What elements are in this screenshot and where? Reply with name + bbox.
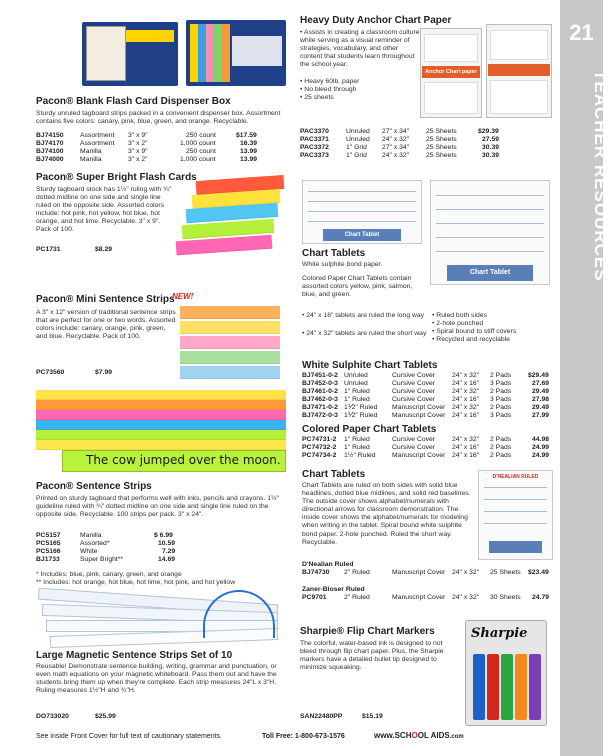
list-item: • Ruled both sides (432, 312, 487, 319)
sharpie-desc: The colorful, water-based ink is designed to not bleed through flip chart paper. Plus, the Sharpie markers have a detailed bullet tip designed to minimize squeaking. (300, 640, 444, 672)
footer-phone: Toll Free: 1-800-673-1576 (262, 733, 345, 740)
page-number: 21 (569, 20, 594, 45)
mini-strips-desc: A 3" x 12" version of traditional sentence strips that are perfect for one or two words. Assorted colors include: canary, orange, pink, green, and blue. Recyclable. Pack of 100. (36, 309, 176, 341)
new-badge: NEW! (172, 292, 194, 301)
bright-cards-desc: Sturdy tagboard stock has 1½" ruling with ¾" dotted midline on one side and single line ruled on the opposite side. Assorted colors include: hot pink, hot yellow, hot blue, hot orange, and hot lime. Recyclable. 3" x 9". Pack of 100. (36, 186, 172, 234)
dnealian-desc: Chart Tablets are ruled on both sides with solid blue headlines, dotted blue midlines, and solid red baselines. The outside cover shows alphabet/numerals with directional arrows for classroom demonstration. The inside cover shows the alphabet/numerals for modeling when writing in the tablet. Spiral bound white sulphite bond paper. 2-hole punched. Ruled the short way. Recyclable. (302, 482, 471, 546)
bright-cards-title: Pacon® Super Bright Flash Cards (36, 172, 197, 183)
sentence-strips-image (36, 390, 286, 472)
flash-dispenser-desc: Sturdy unruled tagboard strips packed in a convenient dispenser box. Assortment contains five colors: canary, pink, blue, green, and orange. Recyclable. (36, 110, 281, 126)
list-item: • 25 sheets (300, 94, 334, 101)
section-tab-label: TEACHER RESOURCES (591, 70, 610, 282)
footer-website[interactable]: www.SCHOOL AIDS.com (374, 731, 464, 740)
mini-strips-price: $7.99 (95, 369, 113, 376)
list-item: • 24" x 32" tablets are ruled the short way (302, 330, 427, 337)
chart-tablets-line2: Colored Paper Chart Tablets contain assorted colors yellow, pink, salmon, blue, and green. (302, 275, 413, 299)
bright-cards-sku: PC1731 (36, 246, 61, 253)
zaner-bloser-label: Zaner-Bloser Ruled (302, 586, 365, 593)
sharpie-title: Sharpie® Flip Chart Markers (300, 626, 435, 637)
list-item: • Recycled and recyclable (432, 336, 510, 343)
chart-tablets-title: Chart Tablets (302, 248, 366, 259)
magnetic-strips-image (38, 590, 283, 645)
dnealian-pad-header: D'NEALIAN RULED (492, 474, 539, 480)
sharpie-sku: SAN22480PP (300, 713, 343, 720)
magnetic-sku: DO733020 (36, 713, 69, 720)
list-item: • No bleed through (300, 86, 357, 93)
sentence-strips-title: Pacon® Sentence Strips (36, 481, 152, 492)
strip-sample-text: The cow jumped over the moon. (86, 453, 281, 467)
mini-strips-image (180, 306, 285, 384)
footer-note: See inside Front Cover for full text of cautionary statements. (36, 733, 222, 740)
sentence-strips-desc: Printed on sturdy tagboard that performs well with inks, pencils and crayons. 1½" guideline ruled with ¾" dotted midline on one side and single line ruled on the opposite side. Recyclable. 100 strips per pack. 3" x 24". (36, 495, 280, 519)
bright-cards-price: $8.29 (95, 246, 113, 253)
magnetic-desc: Reusable! Demonstrate sentence building, writing, grammar and punctuation, or even math equations on your magnetic whiteboard. Pass them out and have the students bring them up when they're complete. Each strip measures 24"L x 3"H. Ruling measures 1½"H and ¾"H. (36, 663, 277, 695)
dnealian-title: Chart Tablets (302, 469, 366, 480)
magnetic-title: Large Magnetic Sentence Strips Set of 10 (36, 650, 233, 661)
flash-dispenser-title: Pacon® Blank Flash Card Dispenser Box (36, 96, 231, 107)
colored-paper-title: Colored Paper Chart Tablets (302, 424, 437, 435)
chart-tablets-line1: White sulphite bond paper. (302, 261, 383, 268)
mini-strips-sku: PC73560 (36, 369, 65, 376)
dnealian-tablet-image (478, 470, 553, 560)
sentence-strips-note-1: * Includes: blue, pink, canary, green, and orange (36, 571, 182, 578)
sharpie-marker-image (465, 620, 547, 726)
chart-tablet-pad-label-large: Chart Tablet (447, 265, 533, 281)
chart-tablet-image (302, 180, 550, 285)
sentence-strips-note-2: ** Includes: hot orange, hot blue, hot lime, hot pink, and hot yellow (36, 579, 236, 586)
dnealian-label: D'Nealian Ruled (302, 561, 354, 568)
list-item: • Assists in creating a classroom culture while serving as a visual reminder of strategies, vocabulary, and other content that students learn throughout the school year. (300, 29, 420, 69)
magnetic-price: $25.99 (95, 713, 116, 720)
anchor-product-label: Anchor Chart paper (422, 66, 480, 78)
white-sulphite-title: White Sulphite Chart Tablets (302, 360, 438, 371)
list-item: • Heavy 60lb. paper (300, 78, 360, 85)
flash-card-box-image (82, 14, 287, 92)
section-tab (560, 0, 610, 756)
anchor-chart-image (420, 20, 555, 120)
list-item: • Spiral bound to stiff covers (432, 328, 517, 335)
bright-cards-image (176, 178, 286, 263)
list-item: • 24" x 16" tablets are ruled the long way (302, 312, 425, 319)
list-item: • 2-hole punched (432, 320, 484, 327)
sharpie-brand: Sharpie (471, 626, 528, 641)
mini-strips-title: Pacon® Mini Sentence Strips (36, 294, 175, 305)
sharpie-price: $15.19 (362, 713, 383, 720)
anchor-title: Heavy Duty Anchor Chart Paper (300, 15, 452, 26)
chart-tablet-pad-label: Chart Tablet (323, 229, 401, 241)
